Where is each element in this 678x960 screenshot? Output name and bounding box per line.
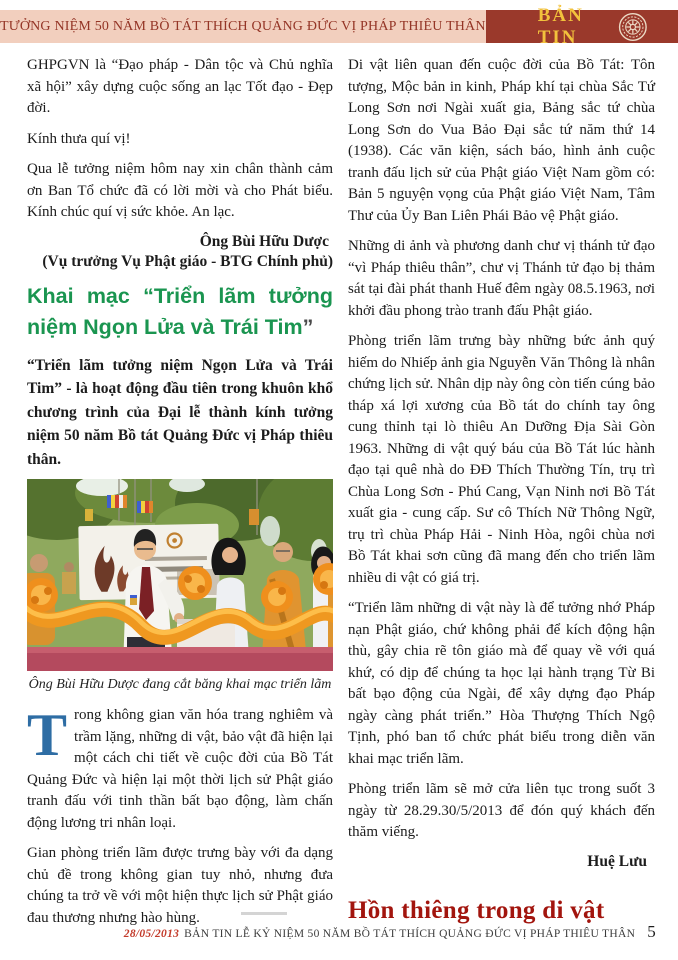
article-heading-text: Khai mạc “Triển lãm tưởng niệm Ngọn Lửa và Trái Tim <box>27 283 333 339</box>
photo-caption: Ông Bùi Hữu Dược đang cắt băng khai mạc triển lãm <box>28 677 332 692</box>
bulletin-badge-label: BẢN TIN <box>537 4 584 48</box>
footer <box>124 922 656 942</box>
speaker-name: Ông Bùi Hữu Dược <box>199 232 329 250</box>
paragraph: Gian phòng triển lãm được trưng bày với đa dạng chủ đề trong không gian tuy nhỏ, nhưng đưa chúng ta trở về với một hiện thực lịch sử Phật giáo đau thương nhưng hào hùng. <box>27 845 333 926</box>
footer-divider <box>241 912 287 915</box>
left-column <box>27 55 333 938</box>
paragraph: GHPGVN là “Đạo pháp - Dân tộc và Chủ nghĩa xã hội” xây dựng cuộc sống an lạc Tốt đạo - Đẹp đời. <box>27 57 333 116</box>
heading-close-quote: ” <box>302 314 314 339</box>
dropcap-paragraph-text: rong không gian văn hóa trang nghiêm và trầm lặng, những di vật, bảo vật đã hiện lại một cách chi tiết về cuộc đời của Bồ Tát Quảng Đức và hiện lại một thời lịch sử Phật giáo tranh đấu với tinh thần bất bạo động, làm chấn động lương tri nhân loại. <box>27 707 333 831</box>
paragraph: Phòng triển lãm trưng bày những bức ảnh quý hiếm do Nhiếp ảnh gia Nguyễn Văn Thông là nhân chứng lịch sử. Nhân dịp này ông còn tiến cúng bảo tháp xá lợi xương của Bồ tát do chính tay ông cung thỉnh tại lò thiêu An Dưỡng Địa Sài Gòn 1963. Những di vật quý báu của Bồ Tát lúc hành đạo tại quê nhà do ĐĐ Thích Thường Tín, trụ trì Chùa Long Sơn - Phú Cang, Vạn Ninh nơi Bồ Tát xuất gia - cung cấp. Sư cô Thích Nữ Thông Ngữ, trụ trì chùa Pháp Hải - Ninh Hòa, ngôi chùa nơi Bồ Tát khai sơn cũng đã mang đến cho triển lãm nhiều di vật có giá trị. <box>348 333 655 586</box>
dropcap-letter: T <box>27 702 68 768</box>
article-heading-green <box>27 281 333 343</box>
banner-title: TƯỞNG NIỆM 50 NĂM BỒ TÁT THÍCH QUẢNG ĐỨC VỊ PHÁP THIÊU THÂN <box>0 10 486 43</box>
footer-title: BẢN TIN LỄ KỶ NIỆM 50 NĂM BỒ TÁT THÍCH QUẢNG ĐỨC VỊ PHÁP THIÊU THÂN <box>184 928 636 940</box>
paragraph: Phòng triển lãm sẽ mở cửa liên tục trong suốt 3 ngày từ 28.29.30/5/2013 để đón quý khách đến thăm viếng. <box>348 781 655 840</box>
next-article-heading-red: Hồn thiêng trong di vật <box>348 896 605 924</box>
right-column <box>348 55 655 925</box>
banner-badge-area <box>486 4 678 48</box>
paragraph: Qua lễ tưởng niệm hôm nay xin chân thành cảm ơn Ban Tổ chức đã có lời mời và cho Phát biểu. Kính chúc quí vị sức khỏe. An lạc. <box>27 161 333 220</box>
paragraph: Kính thưa quí vị! <box>27 130 131 147</box>
quote-paragraph: “Triển lãm những di vật này là để tưởng nhớ Pháp nạn Phật giáo, chứ không phải để kích động hận thù, gây chia rẽ tôn giáo mà để quay về với quá khứ, có dịp để chúng ta học lại hành trạng Từ Bi bất bạo động của Ngài, để xây dựng đạo Pháp ngày càng phát triển.” Hòa Thượng Thích Ngộ Tịnh, phó ban tổ chức phát biểu trong diễn văn khai mạc triển lãm. <box>348 600 655 767</box>
speaker-title: (Vụ trưởng Vụ Phật giáo - BTG Chính phủ) <box>42 252 333 270</box>
dropcap-paragraph <box>27 702 333 834</box>
dharma-wheel-icon <box>618 10 648 44</box>
article-byline: Huệ Lưu <box>587 852 647 870</box>
lead-paragraph: “Triển lãm tưởng niệm Ngọn Lửa và Trái Tim” - là hoạt động đầu tiên trong khuôn khổ chương trình của Đại lễ thành kính tưởng niệm 50 năm Bồ tát Quảng Đức vị Pháp thiêu thân. <box>27 356 333 468</box>
paragraph: Di vật liên quan đến cuộc đời của Bồ Tát: Tôn tượng, Mộc bản in kinh, Pháp khí tại chùa Sắc Tứ Long Sơn nơi Ngài xuất gia, Bảng sắc tứ chùa Long Sơn do Vua Bảo Đại sắc tứ năm thứ 14 (1938). Các văn kiện, sách báo, hình ảnh cuộc tranh đấu lịch sử của Phật giáo Việt Nam gồm có: Bản 5 nguyện vọng của Phật giáo Việt Nam, Tâm Thư của Ủy Ban Liên Phái Bảo vệ Phật giáo. <box>348 57 655 224</box>
page-number: 5 <box>647 922 656 941</box>
paragraph: Những di ảnh và phương danh chư vị thánh tử đạo “vì Pháp thiêu thân”, chư vị Thánh tử đạo bị thảm sát tại đài phát thanh Huế đêm ngày 08.5.1963, nơi khởi đầu phong trào tranh đấu Phật giáo. <box>348 238 655 319</box>
header-banner <box>0 4 678 48</box>
ceremony-photo <box>27 479 333 671</box>
footer-date: 28/05/2013 <box>123 928 180 940</box>
